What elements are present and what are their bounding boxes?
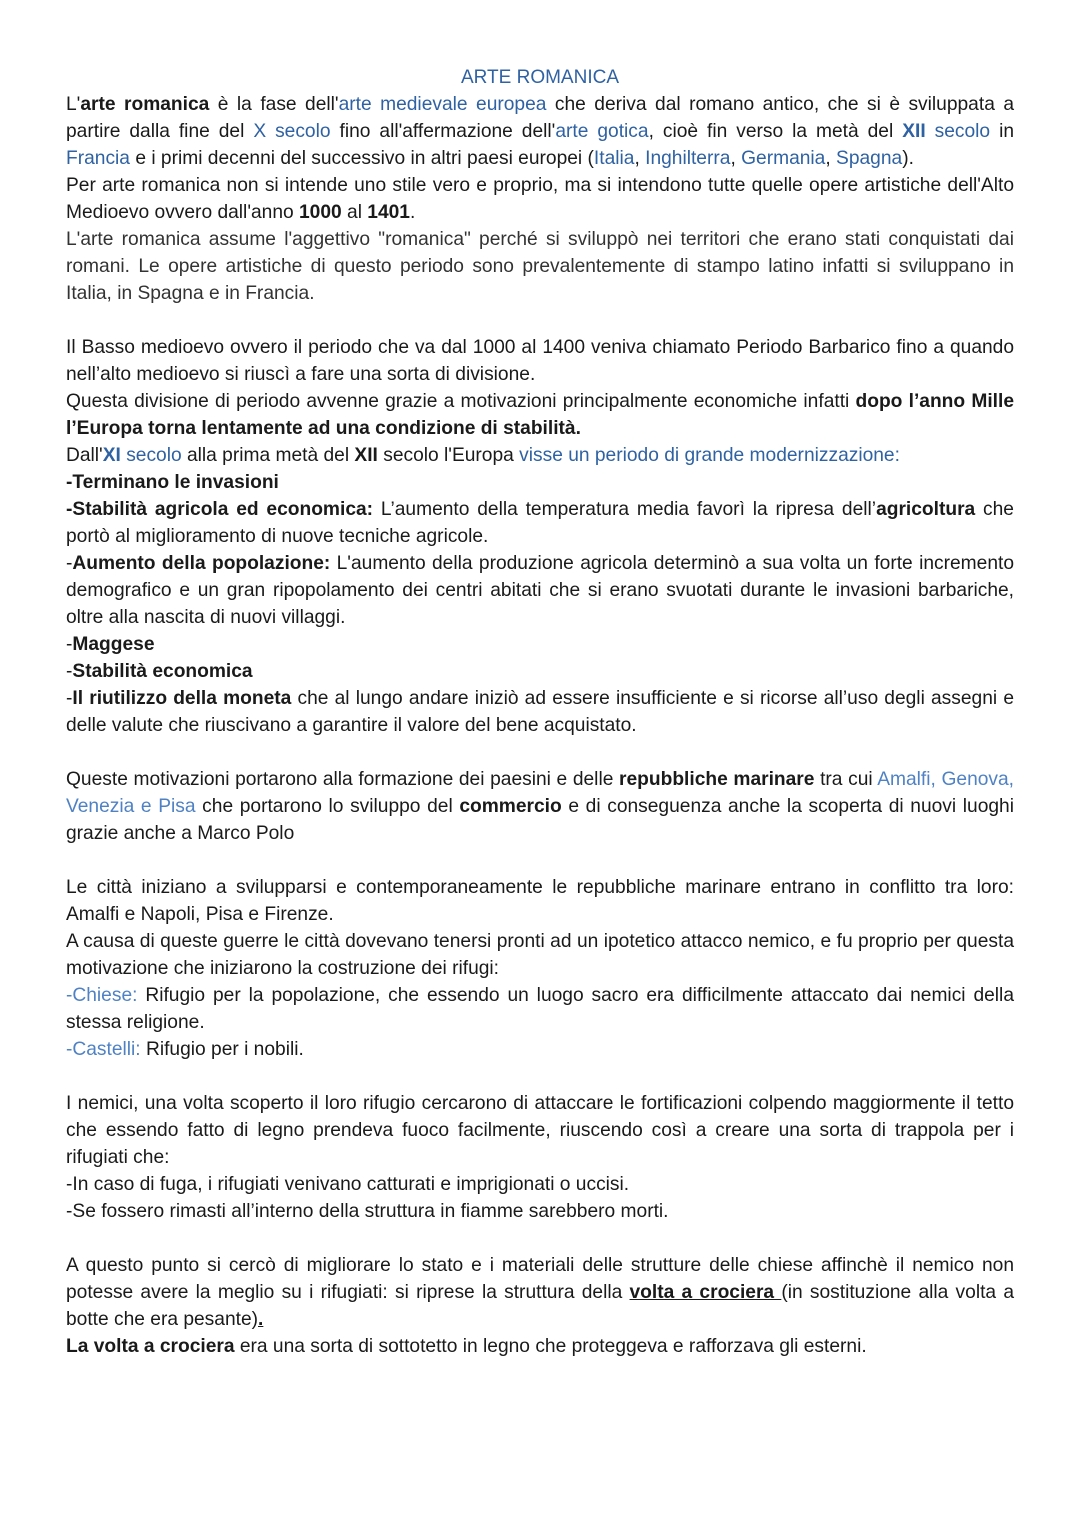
- bold-text: -Stabilità agricola ed economica:: [66, 499, 374, 520]
- link-modernizzazione[interactable]: visse un periodo di grande modernizzazione: [519, 445, 895, 466]
- text: che deriva dal romano antico, che si è sviluppata a partire dalla fine del: [66, 94, 1014, 142]
- link-xi[interactable]: XI: [102, 445, 121, 466]
- text: ,: [825, 148, 837, 169]
- paragraph-nemici: I nemici, una volta scoperto il loro rifugio cercarono di attaccare le fortificazioni colpendo maggiormente il tetto che essendo fatto di legno prendeva fuoco facilmente, riuscendo così a creare una sorta di trappola per i rifugiati che:: [66, 1093, 1014, 1168]
- paragraph-volta: [66, 1252, 1014, 1333]
- text: A questo punto si cercò di migliorare lo stato e i materiali delle strutture delle chiese affinchè il nemico non potesse avere la meglio su i rifugiati: si riprese la struttura della: [66, 1255, 1014, 1303]
- spacer: [66, 739, 1014, 766]
- spacer: [66, 1225, 1014, 1252]
- link-germania[interactable]: Germania: [741, 148, 826, 169]
- list-item: [66, 1036, 1014, 1063]
- link-xii[interactable]: XII: [902, 121, 926, 142]
- text: in: [990, 121, 1015, 142]
- text: , cioè fin verso la metà del: [648, 121, 903, 142]
- link-inghilterra[interactable]: Inghilterra: [645, 148, 731, 169]
- text: alla prima metà del: [181, 445, 355, 466]
- paragraph-repubbliche: [66, 766, 1014, 847]
- highlight-label: -Chiese:: [66, 985, 138, 1006]
- text: .: [409, 202, 416, 223]
- bold-year: 1401: [367, 202, 410, 223]
- list-item: [66, 631, 1014, 658]
- text: che portò al miglioramento di nuove tecniche agricole.: [66, 499, 1014, 547]
- link-arte-medievale[interactable]: arte medievale europea: [338, 94, 547, 115]
- highlight-citta: Amalfi, Genova, Venezia e Pisa: [66, 769, 1015, 817]
- text: (in sostituzione alla volta a botte che era pesante): [66, 1282, 1014, 1330]
- list-item: -Se fossero rimasti all’interno della struttura in fiamme sarebbero morti.: [66, 1201, 669, 1222]
- link-francia[interactable]: Francia: [66, 148, 130, 169]
- text: secolo l'Europa: [377, 445, 520, 466]
- text: L’aumento della temperatura media favorì la ripresa dell’: [373, 499, 877, 520]
- paragraph-intro: [66, 91, 1014, 172]
- underlined-term: volta a crociera: [629, 1282, 782, 1303]
- text: ,: [730, 148, 742, 169]
- bold-text: Aumento della popolazione:: [72, 553, 331, 574]
- text: è la fase dell': [209, 94, 339, 115]
- paragraph-modernizzazione: [66, 442, 1014, 469]
- text: e di conseguenza anche la scoperta di nuovi luoghi grazie anche a Marco Polo: [66, 796, 1014, 844]
- text: -: [66, 634, 73, 655]
- text: tra cui: [814, 769, 878, 790]
- bold-text: Maggese: [72, 634, 155, 655]
- link-secolo[interactable]: secolo: [120, 445, 182, 466]
- text: -: [66, 553, 73, 574]
- list-item: [66, 550, 1014, 631]
- spacer: [66, 1063, 1014, 1090]
- text: che al lungo andare iniziò ad essere insufficiente e si ricorse all’uso degli assegni e delle valute che riuscivano a garantire il valore del bene acquistato.: [66, 688, 1014, 736]
- text: Rifugio per i nobili.: [140, 1039, 304, 1060]
- text: -: [66, 661, 73, 682]
- list-item: [66, 685, 1014, 739]
- paragraph-basso-medioevo: Il Basso medioevo ovvero il periodo che va dal 1000 al 1400 veniva chiamato Periodo Barbarico fino a quando nell’alto medioevo si riuscì a fare una sorta di divisione.: [66, 337, 1014, 385]
- text: -: [66, 688, 73, 709]
- text: al: [341, 202, 368, 223]
- list-item: [66, 496, 1014, 550]
- highlight-label: -Castelli:: [66, 1039, 141, 1060]
- text: Rifugio per la popolazione, che essendo un luogo sacro era difficilmente attaccato dai nemici della stessa religione.: [66, 985, 1014, 1033]
- paragraph-definition: [66, 172, 1014, 226]
- text: :: [894, 445, 900, 466]
- list-item: [66, 658, 1014, 685]
- link-arte-gotica[interactable]: arte gotica: [555, 121, 649, 142]
- spacer: [66, 307, 1014, 334]
- text: fino all'affermazione dell': [330, 121, 556, 142]
- text: ).: [902, 148, 914, 169]
- spacer: [66, 847, 1014, 874]
- paragraph-guerre: A causa di queste guerre le città dovevano tenersi pronti ad un ipotetico attacco nemico, e fu proprio per questa motivazione che iniziarono la costruzione dei rifugi:: [66, 931, 1014, 979]
- list-item: [66, 982, 1014, 1036]
- text: L'aumento della produzione agricola determinò a sua volta un forte incremento demografico e un gran ripopolamento dei centri abitati che si erano svuotati durante le invasioni barbariche, oltre alla nascita di nuovi villaggi.: [66, 553, 1014, 628]
- text: che portarono lo sviluppo del: [195, 796, 460, 817]
- bold-text: Il riutilizzo della moneta: [72, 688, 292, 709]
- text: L': [66, 94, 81, 115]
- bold-text: repubbliche marinare: [619, 769, 815, 790]
- text: Per arte romanica non si intende uno stile vero e proprio, ma si intendono tutte quelle opere artistiche dell'Alto Medioevo ovvero dall'anno: [66, 175, 1014, 223]
- link-spagna[interactable]: Spagna: [836, 148, 903, 169]
- text: ,: [634, 148, 646, 169]
- link-x-secolo[interactable]: X secolo: [253, 121, 331, 142]
- bold-text: -Terminano le invasioni: [66, 472, 279, 493]
- bold-text: commercio: [459, 796, 562, 817]
- list-item: [66, 469, 1014, 496]
- paragraph-citta: Le città iniziano a svilupparsi e contemporaneamente le repubbliche marinare entrano in conflitto tra loro: Amalfi e Napoli, Pisa e Firenze.: [66, 877, 1014, 925]
- bold-year: 1000: [299, 202, 342, 223]
- page-title: ARTE ROMANICA: [460, 67, 619, 88]
- bold-term: arte romanica: [80, 94, 210, 115]
- bold-text: dopo l’anno Mille l’Europa torna lentamente ad una condizione di stabilità.: [66, 391, 1014, 439]
- text: Questa divisione di periodo avvenne grazie a motivazioni principalmente economiche infatti: [66, 391, 856, 412]
- text: .: [258, 1309, 264, 1330]
- bold-text: XII: [354, 445, 378, 466]
- paragraph-name-origin: L'arte romanica assume l'aggettivo "romanica" perché si sviluppò nei territori che erano stati conquistati dai romani. Le opere artistiche di questo periodo sono prevalentemente di stampo latino infatti si sviluppano in Italia, in Spagna e in Francia.: [66, 229, 1014, 304]
- text: Queste motivazioni portarono alla formazione dei paesini e delle: [66, 769, 620, 790]
- link-secolo[interactable]: secolo: [925, 121, 991, 142]
- text: Dall': [66, 445, 103, 466]
- bold-text: agricoltura: [876, 499, 976, 520]
- link-italia[interactable]: Italia: [593, 148, 635, 169]
- bold-text: Stabilità economica: [72, 661, 253, 682]
- paragraph-divisione: [66, 388, 1014, 442]
- text: era una sorta di sottotetto in legno che proteggeva e rafforzava gli esterni.: [234, 1336, 867, 1357]
- text: e i primi decenni del successivo in altri paesi europei (: [129, 148, 594, 169]
- bold-text: La volta a crociera: [66, 1336, 235, 1357]
- paragraph-volta-definizione: [66, 1333, 1014, 1360]
- list-item: -In caso di fuga, i rifugiati venivano catturati e imprigionati o uccisi.: [66, 1174, 630, 1195]
